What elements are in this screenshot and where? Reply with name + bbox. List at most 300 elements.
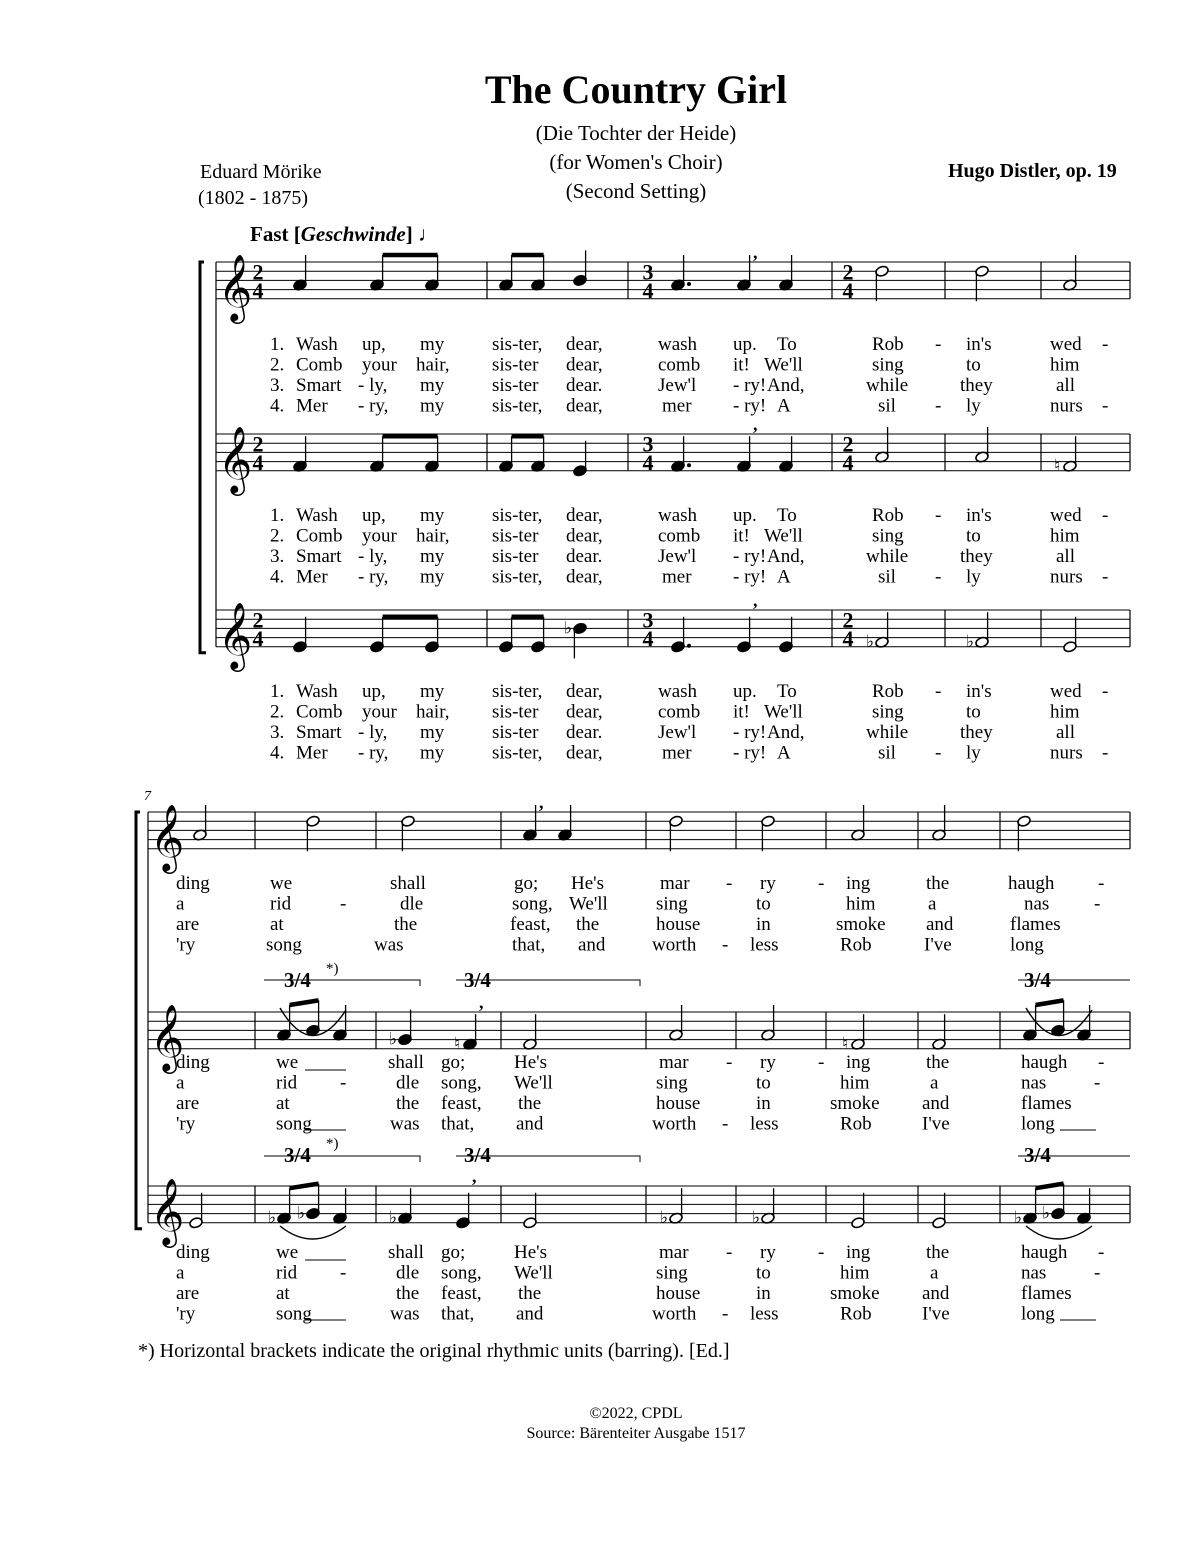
lyric-syllable: sis-ter, (492, 742, 543, 764)
lyric-syllable: my (420, 546, 445, 567)
lyric-syllable: - ly, (358, 375, 388, 396)
time-signature: 2 (252, 607, 264, 633)
system-bracket (136, 812, 142, 1229)
lyric-syllable: A (777, 395, 791, 417)
poet-name: Eduard Mörike (200, 161, 322, 183)
accidental-icon: ♭ (389, 1029, 398, 1049)
lyric-syllable: - (1102, 742, 1109, 764)
lyric-syllable: was (374, 934, 404, 956)
lyric-syllable: and (922, 1093, 950, 1114)
lyric-syllable: mer (662, 395, 692, 417)
footnote-marker: *) (326, 1136, 339, 1152)
accidental-icon: ♭ (966, 632, 975, 652)
lyric-syllable: hair, (416, 525, 450, 547)
lyric-syllable: rid (276, 1262, 298, 1284)
lyric-syllable: dle (396, 1262, 420, 1284)
lyric-syllable: - (1094, 1072, 1101, 1094)
time-signature: 2 (842, 259, 854, 285)
lyric-syllable: 1. (270, 681, 285, 702)
dot (687, 282, 691, 286)
lyric-syllable: in (756, 1283, 771, 1304)
lyric-syllable: house (656, 914, 701, 935)
lyric-syllable: in (756, 914, 771, 935)
lyric-syllable: We'll (764, 354, 803, 376)
lyric-syllable: ly (966, 395, 981, 417)
time-signature: 4 (642, 277, 654, 303)
subtitle-setting: (Second Setting) (565, 179, 707, 203)
lyric-syllable: in (756, 1093, 771, 1114)
lyric-syllable: - (1102, 395, 1109, 417)
lyric-syllable: dear. (566, 375, 603, 396)
lyric-syllable: my (420, 681, 445, 702)
accidental-icon: ♭ (660, 1208, 669, 1228)
lyric-syllable: nurs (1050, 395, 1083, 417)
subtitle-choir: (for Women's Choir) (549, 150, 723, 174)
lyric-syllable: Wash (296, 334, 338, 355)
time-signature: 4 (842, 277, 854, 303)
lyric-syllable: - ry! (733, 722, 767, 743)
lyric-syllable: Comb (296, 701, 343, 723)
breath-mark-icon: , (539, 792, 544, 812)
lyric-syllable: - (1102, 566, 1109, 588)
lyric-syllable: smoke (830, 1093, 880, 1114)
lyric-syllable: the (396, 1283, 420, 1304)
lyric-syllable: Rob (840, 1113, 872, 1135)
lyric-syllable: up. (733, 505, 757, 526)
time-signature: 4 (642, 449, 654, 475)
lyric-syllable: ry (760, 1242, 776, 1263)
lyric-syllable: 4. (270, 742, 285, 764)
lyric-syllable: hair, (416, 701, 450, 723)
lyric-syllable: ry (760, 1052, 776, 1073)
lyric-syllable: and (926, 914, 954, 935)
lyric-syllable: haugh (1021, 1242, 1068, 1263)
lyric-syllable: song (276, 1113, 312, 1135)
lyric-syllable: comb (658, 525, 701, 547)
lyric-syllable: - (340, 1262, 347, 1284)
lyric-syllable: - (1098, 1242, 1105, 1263)
lyric-syllable: in's (966, 505, 992, 526)
lyric-syllable: all (1056, 546, 1075, 567)
accidental-icon: ♭ (1014, 1208, 1023, 1228)
treble-clef-icon: 𝄞 (150, 804, 185, 870)
lyric-syllable: - (935, 334, 942, 355)
lyric-syllable: - (935, 681, 942, 702)
lyric-syllable: a (176, 1072, 185, 1094)
lyric-syllable: comb (658, 701, 701, 723)
lyric-syllable: at (270, 914, 284, 935)
lyric-syllable: up. (733, 681, 757, 702)
lyric-syllable: - ry, (358, 395, 389, 417)
dot (687, 463, 691, 467)
lyric-syllable: - (1102, 334, 1109, 355)
treble-clef-icon: 𝄞 (218, 426, 253, 492)
lyric-syllable: flames (1021, 1093, 1072, 1114)
lyric-syllable: my (420, 334, 445, 355)
lyric-syllable: - (1098, 1052, 1105, 1073)
lyric-syllable: nurs (1050, 742, 1083, 764)
bracket-label: 3/4 (464, 968, 491, 992)
lyric-syllable: sis-ter (492, 375, 539, 396)
lyric-syllable: ry (760, 873, 776, 894)
lyric-syllable: at (276, 1093, 290, 1114)
lyric-syllable: a (930, 1262, 939, 1284)
time-signature: 3 (642, 259, 654, 285)
lyric-syllable: are (176, 914, 200, 935)
lyric-syllable: mar (659, 1242, 689, 1263)
lyric-syllable: feast, (510, 914, 551, 935)
lyric-syllable: 3. (270, 375, 285, 396)
lyric-syllable: long (1021, 1303, 1055, 1325)
lyric-syllable: rid (270, 893, 292, 915)
lyric-syllable: worth (652, 1113, 697, 1135)
lyric-syllable: To (777, 334, 797, 355)
lyric-syllable: sing (656, 893, 688, 915)
lyric-syllable: him (846, 893, 876, 915)
lyric-syllable: to (756, 893, 771, 915)
lyric-syllable: to (966, 701, 981, 723)
lyric-syllable: 3. (270, 546, 285, 567)
measure-number: 7 (144, 789, 151, 804)
lyric-syllable: hair, (416, 354, 450, 376)
lyric-syllable: Rob (872, 334, 904, 355)
lyric-syllable: - (818, 1052, 825, 1073)
bracket-label: 3/4 (464, 1143, 491, 1167)
lyric-syllable: and (578, 934, 606, 956)
lyric-syllable: haugh (1008, 873, 1055, 894)
lyric-syllable: dear, (566, 505, 603, 526)
lyric-syllable: the (926, 1242, 950, 1263)
breath-mark-icon: , (753, 242, 758, 262)
time-signature: 4 (252, 625, 264, 651)
lyric-syllable: dear, (566, 742, 603, 764)
lyric-syllable: up, (362, 681, 386, 702)
lyric-syllable: your (362, 525, 397, 547)
lyric-syllable: the (518, 1283, 542, 1304)
lyric-syllable: Mer (296, 395, 328, 417)
lyric-syllable: - (935, 566, 942, 588)
slur (280, 1226, 346, 1239)
accidental-icon: ♭ (389, 1208, 398, 1228)
lyric-syllable: wash (658, 334, 698, 355)
lyric-syllable: up, (362, 505, 386, 526)
lyric-syllable: him (840, 1072, 870, 1094)
lyric-syllable: sing (656, 1262, 688, 1284)
lyric-syllable: worth (652, 934, 697, 956)
lyric-syllable: my (420, 375, 445, 396)
lyric-syllable: ly (966, 566, 981, 588)
lyric-syllable: I've (922, 1113, 950, 1135)
lyric-syllable: 'ry (176, 1303, 196, 1325)
lyric-syllable: that, (512, 934, 546, 956)
lyric-syllable: 1. (270, 334, 285, 355)
lyric-syllable: song, (441, 1072, 482, 1094)
lyric-syllable: wed (1050, 681, 1082, 702)
lyric-syllable: - (722, 1303, 729, 1325)
lyric-syllable: they (960, 375, 993, 396)
time-signature: 2 (842, 607, 854, 633)
lyric-syllable: ing (846, 1052, 871, 1073)
treble-clef-icon: 𝄞 (150, 1004, 185, 1070)
lyric-syllable: dle (396, 1072, 420, 1094)
accidental-icon: ♭ (564, 618, 573, 638)
composer: Hugo Distler, op. 19 (948, 160, 1117, 182)
lyric-syllable: long (1021, 1113, 1055, 1135)
lyric-syllable: was (390, 1303, 420, 1325)
lyric-syllable: dear. (566, 546, 603, 567)
lyric-syllable: Rob (840, 1303, 872, 1325)
lyric-syllable: - (340, 893, 347, 915)
beam (1036, 1000, 1064, 1005)
lyric-syllable: ding (176, 1052, 210, 1073)
lyric-syllable: Jew'l (658, 375, 697, 396)
lyric-syllable: He's (514, 1242, 547, 1263)
lyric-syllable: He's (514, 1052, 547, 1073)
lyric-syllable: in's (966, 681, 992, 702)
bracket-label: 3/4 (284, 1143, 311, 1167)
lyric-syllable: sis-ter (492, 525, 539, 547)
lyric-syllable: ing (846, 1242, 871, 1263)
lyric-syllable: song (276, 1303, 312, 1325)
lyric-syllable: 4. (270, 566, 285, 588)
lyric-syllable: sis-ter, (492, 681, 543, 702)
dot (687, 644, 691, 648)
breath-mark-icon: , (753, 590, 758, 610)
lyric-syllable: my (420, 566, 445, 588)
lyric-syllable: wash (658, 505, 698, 526)
lyric-syllable: - (1094, 1262, 1101, 1284)
lyric-syllable: mar (660, 873, 690, 894)
score-system-1 (200, 242, 1130, 764)
lyric-syllable: at (276, 1283, 290, 1304)
lyric-syllable: the (396, 1093, 420, 1114)
lyric-syllable: it! (733, 525, 750, 547)
lyric-syllable: to (756, 1262, 771, 1284)
lyric-syllable: your (362, 701, 397, 723)
lyric-syllable: flames (1010, 914, 1061, 935)
lyric-syllable: go; (441, 1052, 466, 1073)
lyric-syllable: dear. (566, 722, 603, 743)
lyric-syllable: a (928, 893, 937, 915)
lyric-syllable: mer (662, 742, 692, 764)
breath-mark-icon: , (472, 1166, 477, 1186)
lyric-syllable: 1. (270, 505, 285, 526)
time-signature: 4 (842, 449, 854, 475)
lyric-syllable: sil (878, 395, 896, 417)
lyric-syllable: - (726, 1242, 733, 1263)
lyric-syllable: - ry! (733, 375, 767, 396)
lyric-syllable: to (756, 1072, 771, 1094)
lyric-syllable: Jew'l (658, 722, 697, 743)
lyric-syllable: the (576, 914, 600, 935)
lyric-syllable: it! (733, 701, 750, 723)
lyric-syllable: 4. (270, 395, 285, 417)
lyric-syllable: him (840, 1262, 870, 1284)
beam (290, 1184, 319, 1189)
lyric-syllable: and (516, 1113, 544, 1135)
lyric-syllable: To (777, 505, 797, 526)
lyric-syllable: I've (922, 1303, 950, 1325)
lyric-syllable: sing (656, 1072, 688, 1094)
subtitle-german: (Die Tochter der Heide) (535, 121, 737, 145)
lyric-syllable: wed (1050, 334, 1082, 355)
lyric-syllable: shall (388, 1242, 424, 1263)
bracket-label: 3/4 (1024, 968, 1051, 992)
lyric-syllable: less (750, 1303, 779, 1325)
lyric-syllable: sis-ter (492, 354, 539, 376)
lyric-syllable: and (516, 1303, 544, 1325)
lyric-syllable: sis-ter (492, 701, 539, 723)
lyric-syllable: less (750, 1113, 779, 1135)
lyric-syllable: Wash (296, 681, 338, 702)
lyric-syllable: - (1102, 505, 1109, 526)
lyric-syllable: - ly, (358, 722, 388, 743)
lyric-syllable: worth (652, 1303, 697, 1325)
lyric-syllable: your (362, 354, 397, 376)
lyric-syllable: while (866, 375, 909, 396)
lyric-syllable: long (1010, 934, 1044, 956)
lyric-syllable: smoke (830, 1283, 880, 1304)
lyric-syllable: ding (176, 873, 210, 894)
system-bracket (200, 262, 206, 653)
accidental-icon: ♮ (1054, 456, 1061, 476)
lyric-syllable: up. (733, 334, 757, 355)
lyric-syllable: - (818, 873, 825, 894)
lyric-syllable: him (1050, 525, 1080, 547)
lyric-syllable: a (930, 1072, 939, 1094)
lyric-syllable: dear, (566, 681, 603, 702)
accidental-icon: ♭ (1042, 1203, 1051, 1223)
time-signature: 4 (252, 449, 264, 475)
lyric-syllable: song, (441, 1262, 482, 1284)
lyric-syllable: A (777, 566, 791, 588)
accidental-icon: ♭ (752, 1208, 761, 1228)
lyric-syllable: him (1050, 701, 1080, 723)
lyric-syllable: flames (1021, 1283, 1072, 1304)
lyric-syllable: Wash (296, 505, 338, 526)
lyric-syllable: while (866, 546, 909, 567)
lyric-syllable: the (518, 1093, 542, 1114)
lyric-syllable: go; (441, 1242, 466, 1263)
lyric-syllable: him (1050, 354, 1080, 376)
tempo-marking: Fast [Geschwinde] ♩ (250, 222, 439, 246)
lyric-syllable: haugh (1021, 1052, 1068, 1073)
lyric-syllable: Smart (296, 722, 342, 743)
lyric-syllable: dear, (566, 525, 603, 547)
lyric-syllable: And, (767, 546, 805, 567)
lyric-syllable: smoke (836, 914, 886, 935)
lyric-syllable: dear, (566, 334, 603, 355)
lyric-syllable: - (818, 1242, 825, 1263)
lyric-syllable: feast, (441, 1093, 482, 1114)
lyric-syllable: Smart (296, 546, 342, 567)
score-system-2 (136, 789, 1130, 1325)
lyric-syllable: house (656, 1283, 701, 1304)
lyric-syllable: they (960, 722, 993, 743)
lyric-syllable: the (394, 914, 418, 935)
page-title: The Country Girl (484, 67, 788, 112)
lyric-syllable: sil (878, 566, 896, 588)
time-signature: 4 (252, 277, 264, 303)
lyric-syllable: - ry! (733, 395, 767, 417)
lyric-syllable: ing (846, 873, 871, 894)
lyric-syllable: was (390, 1113, 420, 1135)
lyric-syllable: Comb (296, 354, 343, 376)
lyric-syllable: - (935, 395, 942, 417)
time-signature: 2 (252, 259, 264, 285)
lyric-syllable: And, (767, 722, 805, 743)
lyric-syllable: We'll (764, 525, 803, 547)
lyric-syllable: A (777, 742, 791, 764)
lyric-syllable: comb (658, 354, 701, 376)
lyric-syllable: - ry! (733, 546, 767, 567)
lyric-syllable: while (866, 722, 909, 743)
lyric-syllable: rid (276, 1072, 298, 1094)
lyric-syllable: a (176, 893, 185, 915)
lyric-syllable: sis-ter (492, 722, 539, 743)
lyric-syllable: that, (441, 1303, 475, 1325)
lyric-syllable: ding (176, 1242, 210, 1263)
poet-dates: (1802 - 1875) (198, 187, 308, 209)
footnote-marker: *) (326, 961, 339, 977)
lyric-syllable: 2. (270, 354, 285, 376)
lyric-syllable: wed (1050, 505, 1082, 526)
lyric-syllable: sing (872, 354, 904, 376)
lyric-syllable: song (266, 934, 302, 956)
treble-clef-icon: 𝄞 (218, 602, 253, 668)
lyric-syllable: ly (966, 742, 981, 764)
lyric-syllable: dear, (566, 354, 603, 376)
bracket-label: 3/4 (1024, 1143, 1051, 1167)
lyric-syllable: - (1098, 873, 1105, 894)
footnote: *) Horizontal brackets indicate the original rhythmic units (barring). [Ed.] (138, 1340, 730, 1362)
lyric-syllable: We'll (514, 1072, 553, 1094)
lyric-syllable: Comb (296, 525, 343, 547)
lyric-syllable: shall (390, 873, 426, 894)
lyric-syllable: - ry! (733, 566, 767, 588)
lyric-syllable: And, (767, 375, 805, 396)
accidental-icon: ♮ (454, 1034, 461, 1054)
lyric-syllable: mer (662, 566, 692, 588)
lyric-syllable: Mer (296, 742, 328, 764)
breath-mark-icon: , (479, 992, 484, 1012)
lyric-syllable: the (926, 873, 950, 894)
lyric-syllable: We'll (569, 893, 608, 915)
accidental-icon: ♭ (268, 1208, 277, 1228)
lyric-syllable: nas (1021, 1262, 1047, 1284)
lyric-syllable: - (722, 934, 729, 956)
lyric-syllable: my (420, 395, 445, 417)
lyric-syllable: they (960, 546, 993, 567)
lyric-syllable: to (966, 525, 981, 547)
accidental-icon: ♮ (842, 1034, 849, 1054)
lyric-syllable: all (1056, 722, 1075, 743)
copyright: ©2022, CPDL (589, 1405, 683, 1422)
lyric-syllable: 'ry (176, 1113, 196, 1135)
time-signature: 3 (642, 607, 654, 633)
lyric-syllable: shall (388, 1052, 424, 1073)
source-credit: Source: Bärenteiter Ausgabe 1517 (526, 1425, 746, 1442)
lyric-syllable: - (722, 1113, 729, 1135)
lyric-syllable: dear, (566, 566, 603, 588)
lyric-syllable: nas (1024, 893, 1050, 915)
lyric-syllable: my (420, 742, 445, 764)
lyric-syllable: sis-ter, (492, 566, 543, 588)
lyric-syllable: - ry, (358, 566, 389, 588)
lyric-syllable: 2. (270, 525, 285, 547)
treble-clef-icon: 𝄞 (218, 254, 253, 320)
time-signature: 3 (642, 431, 654, 457)
